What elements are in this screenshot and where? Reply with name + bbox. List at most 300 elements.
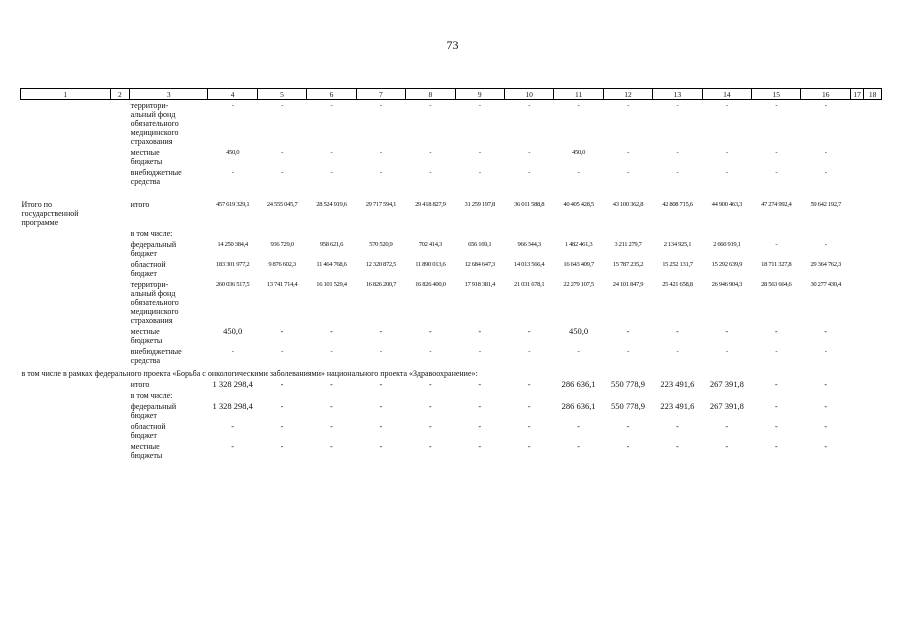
column-number-3: 3	[130, 89, 208, 100]
table-row	[21, 199, 882, 228]
value-cell	[504, 390, 553, 401]
value-cell: -	[478, 421, 482, 431]
funding-source-label: местные бюджеты	[130, 148, 163, 166]
value-cell: -	[478, 379, 482, 389]
value-cell: -	[824, 348, 827, 355]
empty-cell	[864, 346, 882, 366]
value-cell: -	[775, 102, 778, 109]
value-cell: 43 100 362,8	[612, 201, 644, 208]
value-cell: 29 364 762,3	[810, 261, 841, 268]
empty-cell	[864, 401, 882, 421]
program-name-cell	[21, 279, 111, 326]
empty-cell	[110, 279, 130, 326]
value-cell: -	[231, 421, 235, 431]
value-cell: -	[527, 441, 531, 451]
value-cell: 24 101 847,9	[612, 281, 644, 288]
value-cell	[406, 390, 455, 401]
value-cell: -	[379, 401, 383, 411]
funding-source-label: областной бюджет	[130, 422, 166, 440]
empty-cell	[864, 147, 882, 167]
value-cell	[208, 390, 257, 401]
value-cell: 12 320 872,5	[365, 261, 397, 268]
value-cell: 15 252 131,7	[662, 261, 693, 268]
empty-cell	[110, 199, 130, 228]
empty-cell	[850, 421, 863, 441]
funding-source-label: в том числе:	[130, 391, 173, 400]
column-number-6: 6	[307, 89, 356, 100]
value-cell: -	[428, 441, 432, 451]
empty-cell	[850, 100, 863, 148]
value-cell: -	[231, 102, 234, 109]
empty-cell	[850, 167, 863, 187]
value-cell	[307, 390, 356, 401]
value-cell	[702, 228, 751, 239]
value-cell: -	[824, 169, 827, 176]
empty-cell	[850, 279, 863, 326]
value-cell: -	[429, 149, 432, 156]
empty-cell	[110, 421, 130, 441]
value-cell: -	[775, 348, 778, 355]
table-row	[21, 228, 882, 239]
value-cell: 47 274 992,4	[761, 201, 792, 208]
table-row	[21, 401, 882, 421]
value-cell: 40 405 428,5	[563, 201, 594, 208]
empty-cell	[864, 390, 882, 401]
empty-cell	[850, 199, 863, 228]
column-number-7: 7	[356, 89, 405, 100]
value-cell: 15 292 639,9	[711, 261, 743, 268]
value-cell: -	[725, 102, 728, 109]
value-cell: 16 826 400,0	[415, 281, 446, 288]
section-heading-row	[21, 366, 882, 379]
value-cell: -	[527, 401, 531, 411]
value-cell: 11 890 013,6	[415, 261, 446, 268]
value-cell: -	[627, 169, 629, 176]
value-cell	[603, 390, 652, 401]
value-cell	[406, 228, 455, 239]
funding-source-label: местные бюджеты	[130, 327, 163, 345]
funding-source-label: федеральный бюджет	[130, 240, 177, 258]
empty-cell	[110, 441, 130, 461]
value-cell: -	[824, 326, 828, 336]
value-cell: 550 778,9	[611, 379, 645, 389]
value-cell: -	[330, 401, 333, 411]
table-row	[21, 259, 882, 279]
value-cell: -	[231, 169, 234, 176]
value-cell: -	[676, 348, 679, 355]
value-cell: -	[280, 441, 284, 451]
value-cell: 9 876 602,3	[268, 261, 296, 268]
column-number-10: 10	[504, 89, 553, 100]
empty-cell	[850, 346, 863, 366]
value-cell: -	[231, 441, 235, 451]
value-cell	[356, 228, 405, 239]
empty-cell	[110, 326, 130, 346]
empty-cell	[110, 346, 130, 366]
value-cell: -	[774, 441, 778, 451]
value-cell: -	[330, 102, 333, 109]
value-cell: -	[478, 169, 481, 176]
value-cell: 42 808 715,6	[662, 201, 693, 208]
program-name-cell	[21, 228, 111, 239]
funding-source-label: в том числе:	[130, 229, 173, 238]
program-name-cell	[21, 421, 111, 441]
value-cell: -	[429, 102, 432, 109]
value-cell: 450,0	[569, 326, 589, 336]
value-cell: -	[280, 421, 284, 431]
value-cell: 958 621,6	[319, 241, 344, 248]
value-cell: -	[725, 169, 728, 176]
value-cell: -	[626, 421, 630, 431]
value-cell	[702, 390, 751, 401]
value-cell: -	[577, 348, 580, 355]
value-cell: -	[478, 401, 482, 411]
value-cell	[307, 228, 356, 239]
value-cell: -	[775, 149, 778, 156]
value-cell: -	[528, 169, 531, 176]
value-cell: 12 684 647,3	[464, 261, 495, 268]
value-cell: 2 660 919,1	[713, 241, 741, 248]
value-cell: -	[577, 441, 580, 451]
program-name-cell	[21, 401, 111, 421]
value-cell: 570 520,9	[369, 241, 393, 248]
empty-cell	[864, 259, 882, 279]
value-cell	[257, 228, 306, 239]
value-cell: -	[478, 102, 481, 109]
empty-cell	[110, 167, 130, 187]
program-name-cell	[21, 326, 111, 346]
empty-cell	[110, 147, 130, 167]
value-cell: 28 524 919,6	[316, 201, 347, 208]
value-cell: 13 741 714,4	[266, 281, 298, 288]
program-name-cell	[21, 259, 111, 279]
value-cell: -	[379, 102, 382, 109]
program-name-cell	[21, 167, 111, 187]
value-cell: -	[676, 441, 679, 451]
value-cell	[257, 390, 306, 401]
value-cell: -	[577, 169, 580, 176]
column-number-8: 8	[406, 89, 455, 100]
value-cell: -	[330, 149, 333, 156]
value-cell: -	[281, 102, 283, 109]
value-cell: 16 101 529,4	[316, 281, 347, 288]
value-cell	[554, 228, 603, 239]
value-cell: 14 250 384,4	[217, 241, 248, 248]
empty-cell	[850, 401, 863, 421]
value-cell: 3 211 279,7	[614, 241, 642, 248]
value-cell: 15 787 235,2	[612, 261, 644, 268]
value-cell: 36 011 588,8	[514, 201, 545, 208]
program-name-cell	[21, 100, 111, 148]
value-cell: -	[774, 326, 778, 336]
empty-cell	[864, 441, 882, 461]
value-cell: 59 642 192,7	[810, 201, 841, 208]
funding-source-label: внебюджетные средства	[130, 347, 182, 365]
empty-cell	[864, 279, 882, 326]
value-cell: -	[330, 169, 333, 176]
value-cell: 31 259 197,8	[464, 201, 495, 208]
value-cell: 16 643 409,7	[563, 261, 594, 268]
value-cell: 966 344,3	[517, 241, 541, 248]
value-cell: -	[281, 149, 283, 156]
empty-cell	[850, 259, 863, 279]
empty-cell	[850, 441, 863, 461]
value-cell: -	[577, 102, 580, 109]
value-cell: -	[280, 379, 284, 389]
table-row	[21, 379, 882, 390]
value-cell: -	[478, 441, 482, 451]
empty-cell	[850, 147, 863, 167]
value-cell: -	[379, 326, 383, 336]
value-cell	[208, 228, 257, 239]
value-cell: -	[379, 441, 383, 451]
value-cell	[554, 390, 603, 401]
value-cell: 183 301 977,2	[215, 261, 250, 268]
column-number-15: 15	[752, 89, 801, 100]
value-cell: 25 421 658,8	[662, 281, 693, 288]
program-name-cell	[21, 441, 111, 461]
column-number-5: 5	[257, 89, 306, 100]
value-cell: 450,0	[226, 149, 240, 156]
value-cell: -	[429, 169, 432, 176]
value-cell: -	[528, 102, 531, 109]
column-number-11: 11	[554, 89, 603, 100]
empty-cell	[864, 421, 882, 441]
value-cell: -	[775, 169, 778, 176]
table-row	[21, 147, 882, 167]
empty-cell	[864, 167, 882, 187]
funding-source-label: местные бюджеты	[130, 442, 163, 460]
value-cell: -	[775, 241, 778, 248]
value-cell: -	[428, 326, 432, 336]
table-row	[21, 390, 882, 401]
funding-source-label: итого	[130, 200, 150, 209]
value-cell: -	[824, 102, 827, 109]
empty-cell	[850, 228, 863, 239]
value-cell: 29 418 827,9	[415, 201, 446, 208]
value-cell	[801, 228, 850, 239]
value-cell: 30 277 430,4	[810, 281, 841, 288]
value-cell: -	[379, 149, 382, 156]
column-number-9: 9	[455, 89, 504, 100]
value-cell: -	[725, 421, 729, 431]
value-cell: -	[774, 421, 778, 431]
program-name-cell	[21, 379, 111, 390]
value-cell: -	[676, 326, 679, 336]
value-cell: 26 946 904,3	[711, 281, 743, 288]
value-cell	[603, 228, 652, 239]
value-cell	[653, 228, 702, 239]
section-heading: в том числе в рамках федерального проекта «Борьба с онкологическими заболеваниями» национального проекта «Здравоохранение»:	[21, 369, 478, 378]
empty-cell	[850, 326, 863, 346]
empty-cell	[110, 390, 130, 401]
value-cell: -	[725, 348, 728, 355]
value-cell: 18 711 327,8	[761, 261, 792, 268]
value-cell: -	[626, 441, 630, 451]
value-cell: 936 729,0	[270, 241, 294, 248]
value-cell: -	[528, 149, 531, 156]
value-cell: -	[330, 421, 333, 431]
table-row	[21, 346, 882, 366]
funding-source-label: внебюджетные средства	[130, 168, 182, 186]
value-cell: -	[527, 421, 531, 431]
value-cell: 17 918 381,4	[464, 281, 495, 288]
value-cell: -	[824, 241, 827, 248]
value-cell: 44 900 463,3	[711, 201, 743, 208]
value-cell: -	[428, 379, 432, 389]
empty-cell	[864, 326, 882, 346]
table-row	[21, 421, 882, 441]
value-cell: 1 328 298,4	[212, 379, 253, 389]
value-cell: -	[774, 401, 778, 411]
table-row	[21, 100, 882, 148]
value-cell	[752, 390, 801, 401]
value-cell: -	[330, 326, 333, 336]
value-cell: -	[627, 149, 629, 156]
value-cell: -	[725, 441, 729, 451]
value-cell: -	[379, 379, 383, 389]
program-name-cell	[21, 147, 111, 167]
empty-cell	[110, 259, 130, 279]
value-cell	[653, 390, 702, 401]
value-cell: -	[577, 421, 580, 431]
value-cell: -	[627, 348, 629, 355]
value-cell: 450,0	[223, 326, 243, 336]
value-cell: -	[478, 326, 482, 336]
value-cell: -	[280, 326, 284, 336]
value-cell: 11 464 768,6	[316, 261, 347, 268]
value-cell: -	[676, 169, 679, 176]
column-number-12: 12	[603, 89, 652, 100]
empty-cell	[850, 239, 863, 259]
value-cell: 286 636,1	[561, 379, 596, 389]
value-cell: -	[330, 379, 333, 389]
value-cell: 267 391,8	[709, 401, 744, 411]
table-body	[21, 100, 882, 462]
value-cell: -	[231, 348, 234, 355]
column-number-17: 17	[850, 89, 863, 100]
value-cell: -	[774, 379, 778, 389]
value-cell: 656 169,1	[468, 241, 492, 248]
value-cell: -	[330, 441, 333, 451]
value-cell: -	[725, 149, 728, 156]
value-cell: -	[428, 421, 432, 431]
program-name-cell: Итого по государственной программе	[21, 200, 79, 227]
empty-cell	[864, 199, 882, 228]
value-cell: -	[627, 102, 629, 109]
funding-source-label: федеральный бюджет	[130, 402, 177, 420]
value-cell: -	[429, 348, 432, 355]
spacer-row	[21, 187, 882, 199]
value-cell: 260 036 517,5	[215, 281, 250, 288]
value-cell: -	[676, 102, 679, 109]
empty-cell	[850, 390, 863, 401]
value-cell: -	[330, 348, 333, 355]
value-cell: 21 031 678,1	[513, 281, 545, 288]
table-row	[21, 326, 882, 346]
value-cell: 450,0	[572, 149, 586, 156]
empty-cell	[864, 239, 882, 259]
value-cell: -	[280, 401, 284, 411]
budget-table	[20, 88, 882, 461]
value-cell	[504, 228, 553, 239]
value-cell: 1 328 298,4	[212, 401, 253, 411]
page-number: 73	[446, 38, 459, 52]
value-cell	[455, 228, 504, 239]
value-cell: -	[478, 149, 481, 156]
value-cell: 28 563 664,6	[761, 281, 792, 288]
value-cell: 457 619 329,1	[215, 201, 250, 208]
column-number-1: 1	[21, 89, 111, 100]
empty-cell	[110, 401, 130, 421]
value-cell	[801, 390, 850, 401]
value-cell: -	[824, 421, 828, 431]
value-cell: 223 491,6	[660, 401, 695, 411]
value-cell: 286 636,1	[561, 401, 596, 411]
value-cell: 1 482 461,3	[564, 241, 593, 248]
value-cell: 16 826 200,7	[365, 281, 397, 288]
empty-cell	[110, 239, 130, 259]
value-cell: -	[824, 149, 827, 156]
value-cell: 22 279 107,5	[563, 281, 594, 288]
funding-source-label: территори- альный фонд обязательного медицинского страхования	[130, 280, 179, 325]
empty-cell	[850, 379, 863, 390]
empty-cell	[110, 379, 130, 390]
value-cell: -	[379, 348, 382, 355]
column-number-14: 14	[702, 89, 751, 100]
empty-cell	[110, 100, 130, 148]
value-cell: -	[824, 441, 828, 451]
value-cell: -	[676, 149, 679, 156]
value-cell: -	[527, 326, 531, 336]
value-cell	[455, 390, 504, 401]
value-cell: -	[281, 348, 283, 355]
value-cell: -	[824, 401, 828, 411]
column-number-2: 2	[110, 89, 130, 100]
table-row	[21, 167, 882, 187]
value-cell	[356, 390, 405, 401]
value-cell: 550 778,9	[611, 401, 645, 411]
column-number-4: 4	[208, 89, 257, 100]
empty-cell	[110, 228, 130, 239]
column-number-18: 18	[864, 89, 882, 100]
program-name-cell	[21, 346, 111, 366]
value-cell: -	[528, 348, 531, 355]
funding-source-label: территори- альный фонд обязательного медицинского страхования	[130, 101, 179, 146]
table-row	[21, 279, 882, 326]
program-name-cell	[21, 239, 111, 259]
empty-cell	[864, 228, 882, 239]
funding-source-label: итого	[130, 380, 150, 389]
value-cell: -	[676, 421, 679, 431]
value-cell: -	[478, 348, 481, 355]
value-cell: 702 414,3	[418, 241, 442, 248]
funding-source-label: областной бюджет	[130, 260, 166, 278]
column-number-row	[21, 89, 882, 100]
value-cell: -	[626, 326, 630, 336]
value-cell: -	[527, 379, 531, 389]
empty-cell	[864, 379, 882, 390]
value-cell: -	[428, 401, 432, 411]
spacer-cell	[21, 187, 882, 199]
table-row	[21, 441, 882, 461]
value-cell: -	[725, 326, 729, 336]
value-cell: 14 013 566,4	[513, 261, 545, 268]
table-row	[21, 239, 882, 259]
empty-cell	[864, 100, 882, 148]
value-cell: -	[379, 421, 383, 431]
value-cell: -	[824, 379, 828, 389]
